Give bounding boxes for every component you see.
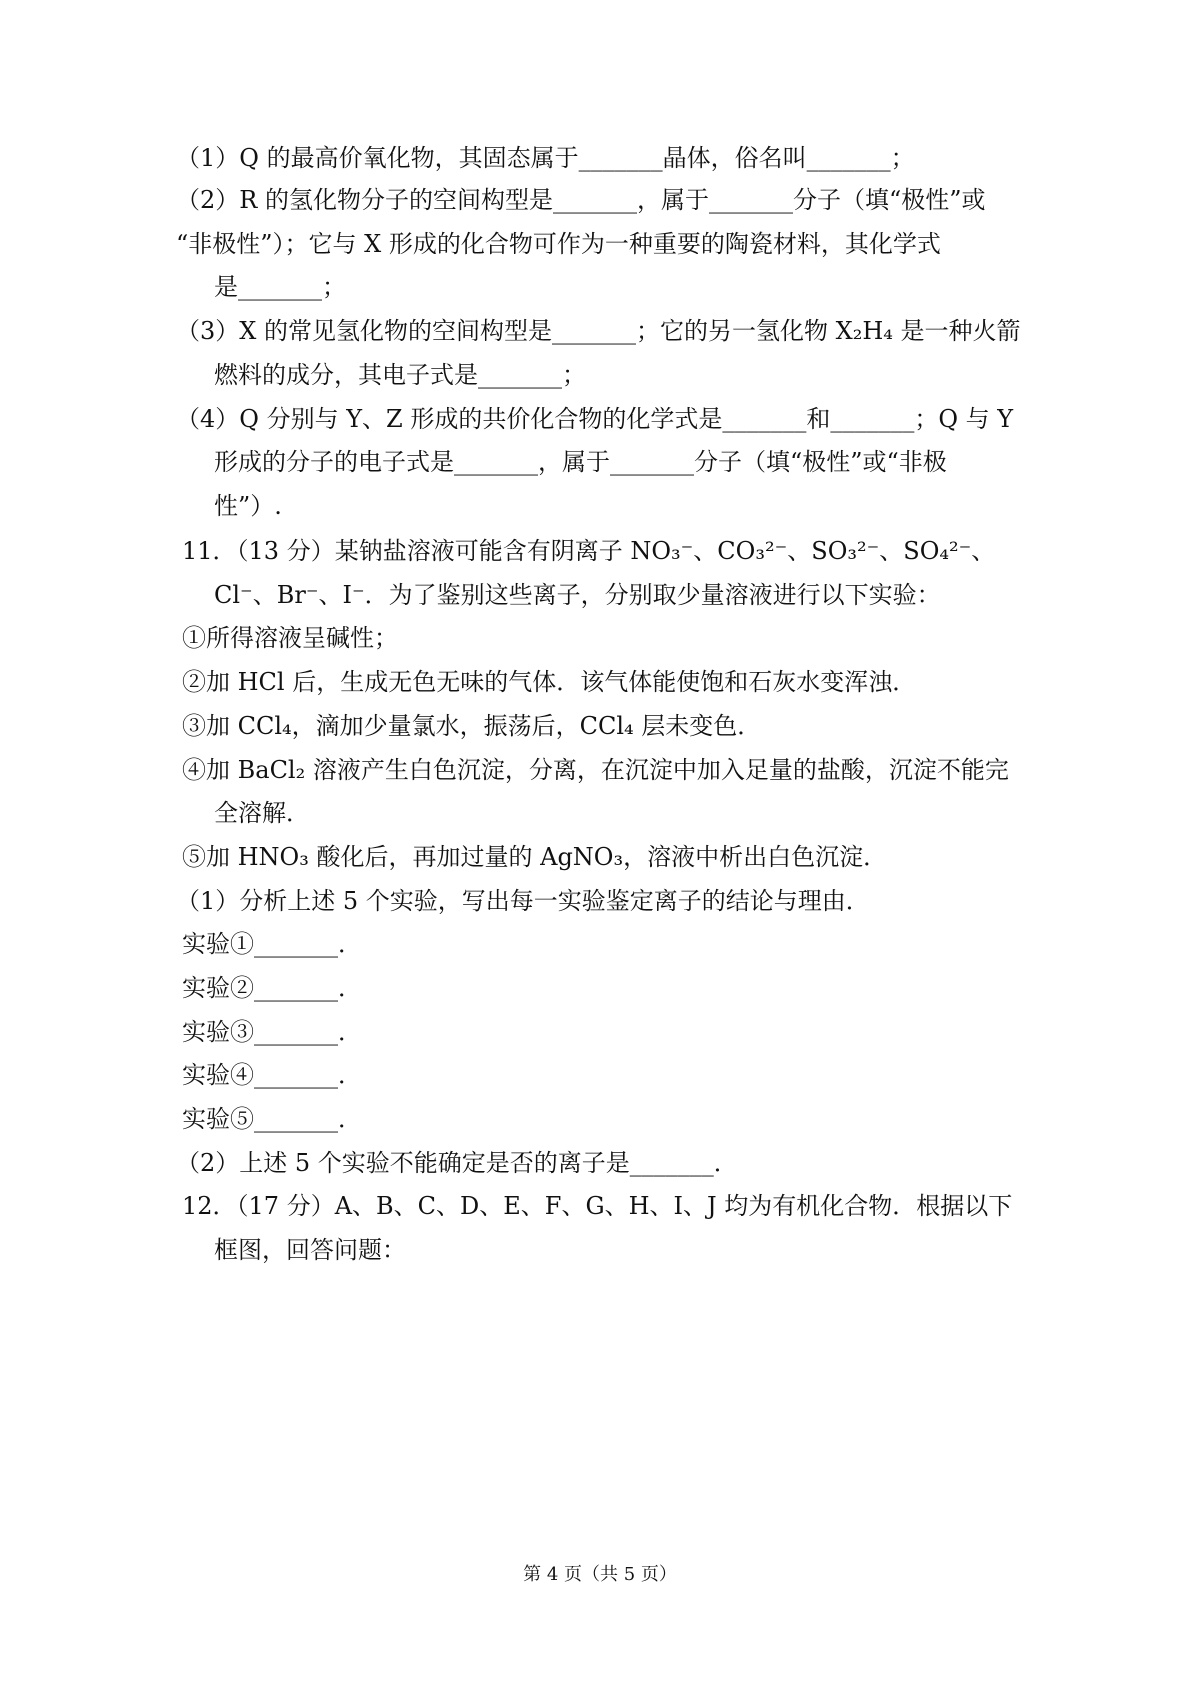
experiment-3-line: 实验③_______． [182,1018,362,1046]
question-11-heading: 11．（13 分）某钠盐溶液可能含有阴离子 NO₃⁻、CO₃²⁻、SO₃²⁻、SO₄²⁻、 [182,537,996,565]
text-line: 全溶解． [214,799,310,827]
text-line: ②加 HCl 后，生成无色无味的气体．该气体能使饱和石灰水变浑浊． [182,668,917,696]
experiment-1-line: 实验①_______． [182,930,362,958]
experiment-2-line: 实验②_______． [182,974,362,1002]
text-line: （2）R 的氢化物分子的空间构型是_______，属于_______分子（填“极性”或 [176,186,986,214]
text-line: （1）Q 的最高价氧化物，其固态属于_______晶体，俗名叫_______； [176,144,915,172]
text-line: “非极性”）；它与 X 形成的化合物可作为一种重要的陶瓷材料，其化学式 [176,230,941,258]
text-line: （4）Q 分别与 Y、Z 形成的共价化合物的化学式是_______和_______；Q 与 Y [176,405,1014,433]
experiment-4-line: 实验④_______． [182,1061,362,1089]
question-12-heading: 12．（17 分）A、B、C、D、E、F、G、H、I、J 均为有机化合物．根据以下 [182,1192,1013,1220]
text-line: 框图，回答问题： [214,1236,406,1264]
experiment-5-line: 实验⑤_______． [182,1105,362,1133]
page-footer: 第 4 页（共 5 页） [523,1564,677,1585]
text-line: 燃料的成分，其电子式是_______； [214,361,586,389]
text-line: （3）X 的常见氢化物的空间构型是_______；它的另一氢化物 X₂H₄ 是一种火箭 [176,317,1021,345]
text-line: ①所得溶液呈碱性； [182,624,398,652]
text-line: 形成的分子的电子式是_______，属于_______分子（填“极性”或“非极 [214,448,947,476]
text-line: 性”）. [214,492,282,520]
text-line: （2）上述 5 个实验不能确定是否的离子是_______． [176,1149,738,1177]
text-line: 是_______； [214,273,346,301]
text-line: Cl⁻、Br⁻、I⁻．为了鉴别这些离子，分别取少量溶液进行以下实验： [214,581,941,609]
text-line: （1）分析上述 5 个实验，写出每一实验鉴定离子的结论与理由． [176,887,870,915]
text-line: ⑤加 HNO₃ 酸化后，再加过量的 AgNO₃，溶液中析出白色沉淀． [182,843,888,871]
text-line: ③加 CCl₄，滴加少量氯水，振荡后，CCl₄ 层未变色． [182,712,762,740]
text-line: ④加 BaCl₂ 溶液产生白色沉淀，分离，在沉淀中加入足量的盐酸，沉淀不能完 [182,756,1009,784]
